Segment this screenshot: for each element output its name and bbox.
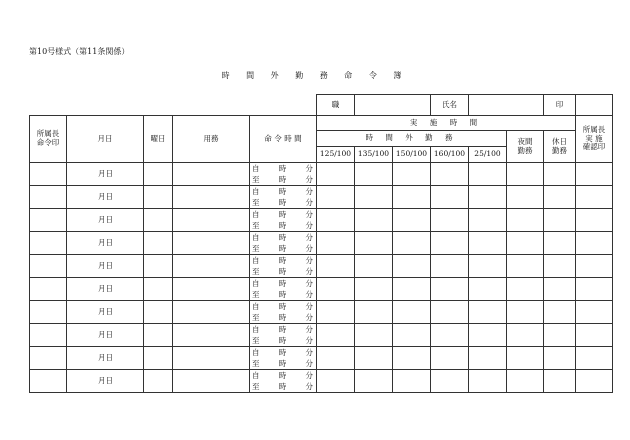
- month-label: 月: [98, 329, 106, 339]
- supervisor-order-seal-cell[interactable]: [30, 324, 67, 347]
- supervisor-order-seal-cell[interactable]: [30, 370, 67, 393]
- day-label: 日: [105, 375, 113, 385]
- supervisor-order-seal-cell[interactable]: [30, 232, 67, 255]
- actual-time-header: 実 施 時 間: [317, 116, 576, 131]
- order-time-cell[interactable]: [250, 209, 317, 232]
- night-work-cell[interactable]: [507, 301, 544, 324]
- holiday-work-cell[interactable]: [544, 255, 576, 278]
- month-day-cell[interactable]: [67, 255, 144, 278]
- night-work-cell[interactable]: [507, 163, 544, 186]
- order-time-cell[interactable]: [250, 324, 317, 347]
- overtime-header: 時 間 外 勤 務: [317, 131, 507, 147]
- from-line: 自 時 分: [252, 302, 313, 311]
- night-work-header: 夜間 勤務: [507, 131, 544, 163]
- to-line: 至 時 分: [252, 175, 313, 184]
- rate-160-cell[interactable]: [431, 370, 469, 393]
- header-row-2: [30, 116, 613, 131]
- order-time-cell[interactable]: [250, 278, 317, 301]
- rate-25-cell[interactable]: [469, 163, 507, 186]
- month-day-cell[interactable]: [67, 347, 144, 370]
- business-cell[interactable]: [173, 301, 250, 324]
- to-line: 至 時 分: [252, 221, 313, 230]
- table-row: [30, 324, 613, 347]
- seal-label: 印: [544, 95, 576, 116]
- month-day-cell[interactable]: [67, 209, 144, 232]
- from-line: 自 時 分: [252, 164, 313, 173]
- day-label: 日: [105, 191, 113, 201]
- rate-135-cell[interactable]: [355, 324, 393, 347]
- month-label: 月: [98, 283, 106, 293]
- rate-150-cell[interactable]: [393, 186, 431, 209]
- rate-160-cell[interactable]: [431, 186, 469, 209]
- supervisor-order-seal-header: 所属長 命令印: [30, 116, 67, 163]
- rate-150-cell[interactable]: [393, 301, 431, 324]
- rate-25-cell[interactable]: [469, 186, 507, 209]
- table-row: [30, 278, 613, 301]
- month-day-cell[interactable]: [67, 186, 144, 209]
- supervisor-confirm-seal-header: 所属長 実 施 確認印: [576, 116, 613, 163]
- order-time-cell[interactable]: [250, 186, 317, 209]
- night-work-cell[interactable]: [507, 232, 544, 255]
- weekday-cell[interactable]: [144, 232, 173, 255]
- supervisor-confirm-seal-cell[interactable]: [576, 186, 613, 209]
- from-line: 自 時 分: [252, 210, 313, 219]
- order-time-cell[interactable]: [250, 347, 317, 370]
- to-line: 至 時 分: [252, 382, 313, 391]
- order-time-cell[interactable]: [250, 255, 317, 278]
- weekday-cell[interactable]: [144, 255, 173, 278]
- rate-160-cell[interactable]: [431, 301, 469, 324]
- position-label: 職: [317, 95, 355, 116]
- supervisor-confirm-seal-cell[interactable]: [576, 324, 613, 347]
- from-line: 自 時 分: [252, 256, 313, 265]
- business-cell[interactable]: [173, 370, 250, 393]
- rate-160-cell[interactable]: [431, 163, 469, 186]
- seal-field[interactable]: [576, 95, 613, 116]
- rate-125-cell[interactable]: [317, 163, 355, 186]
- rate-160-cell[interactable]: [431, 278, 469, 301]
- overtime-register-table: [29, 94, 613, 393]
- from-line: 自 時 分: [252, 348, 313, 357]
- day-label: 日: [105, 237, 113, 247]
- day-label: 日: [105, 329, 113, 339]
- table-row: [30, 232, 613, 255]
- rate-125-cell[interactable]: [317, 370, 355, 393]
- holiday-work-cell[interactable]: [544, 301, 576, 324]
- business-cell[interactable]: [173, 209, 250, 232]
- rate-135-cell[interactable]: [355, 301, 393, 324]
- supervisor-confirm-seal-cell[interactable]: [576, 370, 613, 393]
- night-work-cell[interactable]: [507, 347, 544, 370]
- position-field[interactable]: [355, 95, 431, 116]
- month-label: 月: [98, 352, 106, 362]
- night-work-cell[interactable]: [507, 278, 544, 301]
- rate-135-cell[interactable]: [355, 255, 393, 278]
- business-cell[interactable]: [173, 324, 250, 347]
- supervisor-confirm-seal-cell[interactable]: [576, 278, 613, 301]
- rate-125-cell[interactable]: [317, 209, 355, 232]
- table-row: [30, 163, 613, 186]
- weekday-cell[interactable]: [144, 347, 173, 370]
- month-day-cell[interactable]: [67, 370, 144, 393]
- month-day-cell[interactable]: [67, 301, 144, 324]
- night-work-cell[interactable]: [507, 209, 544, 232]
- table-row: [30, 209, 613, 232]
- supervisor-order-seal-cell[interactable]: [30, 278, 67, 301]
- holiday-work-cell[interactable]: [544, 209, 576, 232]
- supervisor-confirm-seal-cell[interactable]: [576, 209, 613, 232]
- day-label: 日: [105, 306, 113, 316]
- rate-150-cell[interactable]: [393, 347, 431, 370]
- to-line: 至 時 分: [252, 359, 313, 368]
- rate-125-cell[interactable]: [317, 255, 355, 278]
- business-header: 用務: [173, 116, 250, 163]
- rate-25-cell[interactable]: [469, 347, 507, 370]
- day-label: 日: [105, 260, 113, 270]
- rate-25-cell[interactable]: [469, 255, 507, 278]
- rate-135-cell[interactable]: [355, 347, 393, 370]
- supervisor-order-seal-cell[interactable]: [30, 347, 67, 370]
- rate-25-cell[interactable]: [469, 232, 507, 255]
- business-cell[interactable]: [173, 186, 250, 209]
- rate-header-125: 125/100: [317, 147, 355, 163]
- rate-125-cell[interactable]: [317, 232, 355, 255]
- order-time-cell[interactable]: [250, 163, 317, 186]
- rate-135-cell[interactable]: [355, 370, 393, 393]
- order-time-cell[interactable]: [250, 370, 317, 393]
- night-work-cell[interactable]: [507, 370, 544, 393]
- supervisor-confirm-seal-cell[interactable]: [576, 301, 613, 324]
- rate-125-cell[interactable]: [317, 347, 355, 370]
- rate-125-cell[interactable]: [317, 278, 355, 301]
- weekday-header: 曜日: [144, 116, 173, 163]
- rate-header-135: 135/100: [355, 147, 393, 163]
- weekday-cell[interactable]: [144, 209, 173, 232]
- rate-25-cell[interactable]: [469, 301, 507, 324]
- rate-125-cell[interactable]: [317, 301, 355, 324]
- month-label: 月: [98, 168, 106, 178]
- holiday-work-header: 休日 勤務: [544, 131, 576, 163]
- month-label: 月: [98, 214, 106, 224]
- table-row: [30, 186, 613, 209]
- rate-25-cell[interactable]: [469, 324, 507, 347]
- day-label: 日: [105, 214, 113, 224]
- table-row: [30, 255, 613, 278]
- order-time-cell[interactable]: [250, 232, 317, 255]
- month-day-header: 月日: [67, 116, 144, 163]
- month-label: 月: [98, 375, 106, 385]
- name-field[interactable]: [469, 95, 544, 116]
- order-time-cell[interactable]: [250, 301, 317, 324]
- to-line: 至 時 分: [252, 336, 313, 345]
- month-label: 月: [98, 306, 106, 316]
- rate-125-cell[interactable]: [317, 186, 355, 209]
- business-cell[interactable]: [173, 347, 250, 370]
- supervisor-order-seal-cell[interactable]: [30, 255, 67, 278]
- rate-160-cell[interactable]: [431, 347, 469, 370]
- to-line: 至 時 分: [252, 244, 313, 253]
- table-row: [30, 347, 613, 370]
- rate-150-cell[interactable]: [393, 370, 431, 393]
- day-label: 日: [105, 168, 113, 178]
- holiday-work-cell[interactable]: [544, 347, 576, 370]
- month-day-cell[interactable]: [67, 232, 144, 255]
- order-time-header: 命 令 時 間: [250, 116, 317, 163]
- month-label: 月: [98, 237, 106, 247]
- weekday-cell[interactable]: [144, 278, 173, 301]
- holiday-work-cell[interactable]: [544, 370, 576, 393]
- document-title: 時 間 外 勤 務 命 令 簿: [221, 71, 409, 80]
- rate-160-cell[interactable]: [431, 232, 469, 255]
- rate-25-cell[interactable]: [469, 209, 507, 232]
- holiday-work-cell[interactable]: [544, 232, 576, 255]
- month-label: 月: [98, 260, 106, 270]
- rate-160-cell[interactable]: [431, 255, 469, 278]
- supervisor-confirm-seal-cell[interactable]: [576, 163, 613, 186]
- night-work-cell[interactable]: [507, 324, 544, 347]
- month-label: 月: [98, 191, 106, 201]
- to-line: 至 時 分: [252, 198, 313, 207]
- night-work-cell[interactable]: [507, 255, 544, 278]
- supervisor-order-seal-cell[interactable]: [30, 186, 67, 209]
- supervisor-confirm-seal-cell[interactable]: [576, 232, 613, 255]
- to-line: 至 時 分: [252, 290, 313, 299]
- supervisor-order-seal-cell[interactable]: [30, 209, 67, 232]
- rate-150-cell[interactable]: [393, 232, 431, 255]
- weekday-cell[interactable]: [144, 186, 173, 209]
- rate-header-25: 25/100: [469, 147, 507, 163]
- weekday-cell[interactable]: [144, 324, 173, 347]
- supervisor-confirm-seal-cell[interactable]: [576, 255, 613, 278]
- day-label: 日: [105, 283, 113, 293]
- from-line: 自 時 分: [252, 187, 313, 196]
- table-row: [30, 301, 613, 324]
- from-line: 自 時 分: [252, 371, 313, 380]
- supervisor-order-seal-cell[interactable]: [30, 301, 67, 324]
- rate-25-cell[interactable]: [469, 370, 507, 393]
- rate-150-cell[interactable]: [393, 278, 431, 301]
- rate-header-150: 150/100: [393, 147, 431, 163]
- rate-150-cell[interactable]: [393, 255, 431, 278]
- holiday-work-cell[interactable]: [544, 163, 576, 186]
- holiday-work-cell[interactable]: [544, 186, 576, 209]
- rate-header-160: 160/100: [431, 147, 469, 163]
- from-line: 自 時 分: [252, 279, 313, 288]
- month-day-cell[interactable]: [67, 324, 144, 347]
- night-work-cell[interactable]: [507, 186, 544, 209]
- rate-150-cell[interactable]: [393, 324, 431, 347]
- rate-25-cell[interactable]: [469, 278, 507, 301]
- rate-135-cell[interactable]: [355, 278, 393, 301]
- from-line: 自 時 分: [252, 325, 313, 334]
- rate-150-cell[interactable]: [393, 209, 431, 232]
- holiday-work-cell[interactable]: [544, 278, 576, 301]
- day-label: 日: [105, 352, 113, 362]
- rate-135-cell[interactable]: [355, 209, 393, 232]
- rate-135-cell[interactable]: [355, 163, 393, 186]
- holiday-work-cell[interactable]: [544, 324, 576, 347]
- business-cell[interactable]: [173, 278, 250, 301]
- business-cell[interactable]: [173, 163, 250, 186]
- month-day-cell[interactable]: [67, 278, 144, 301]
- to-line: 至 時 分: [252, 267, 313, 276]
- name-label: 氏名: [431, 95, 469, 116]
- month-day-cell[interactable]: [67, 163, 144, 186]
- rate-135-cell[interactable]: [355, 232, 393, 255]
- from-line: 自 時 分: [252, 233, 313, 242]
- business-cell[interactable]: [173, 255, 250, 278]
- rate-125-cell[interactable]: [317, 324, 355, 347]
- rate-160-cell[interactable]: [431, 209, 469, 232]
- supervisor-confirm-seal-cell[interactable]: [576, 347, 613, 370]
- to-line: 至 時 分: [252, 313, 313, 322]
- weekday-cell[interactable]: [144, 163, 173, 186]
- form-number: 第10号様式（第11条関係）: [29, 47, 130, 56]
- header-row-1: [30, 95, 613, 116]
- rate-150-cell[interactable]: [393, 163, 431, 186]
- weekday-cell[interactable]: [144, 370, 173, 393]
- business-cell[interactable]: [173, 232, 250, 255]
- rate-160-cell[interactable]: [431, 324, 469, 347]
- weekday-cell[interactable]: [144, 301, 173, 324]
- table-row: [30, 370, 613, 393]
- rate-135-cell[interactable]: [355, 186, 393, 209]
- supervisor-order-seal-cell[interactable]: [30, 163, 67, 186]
